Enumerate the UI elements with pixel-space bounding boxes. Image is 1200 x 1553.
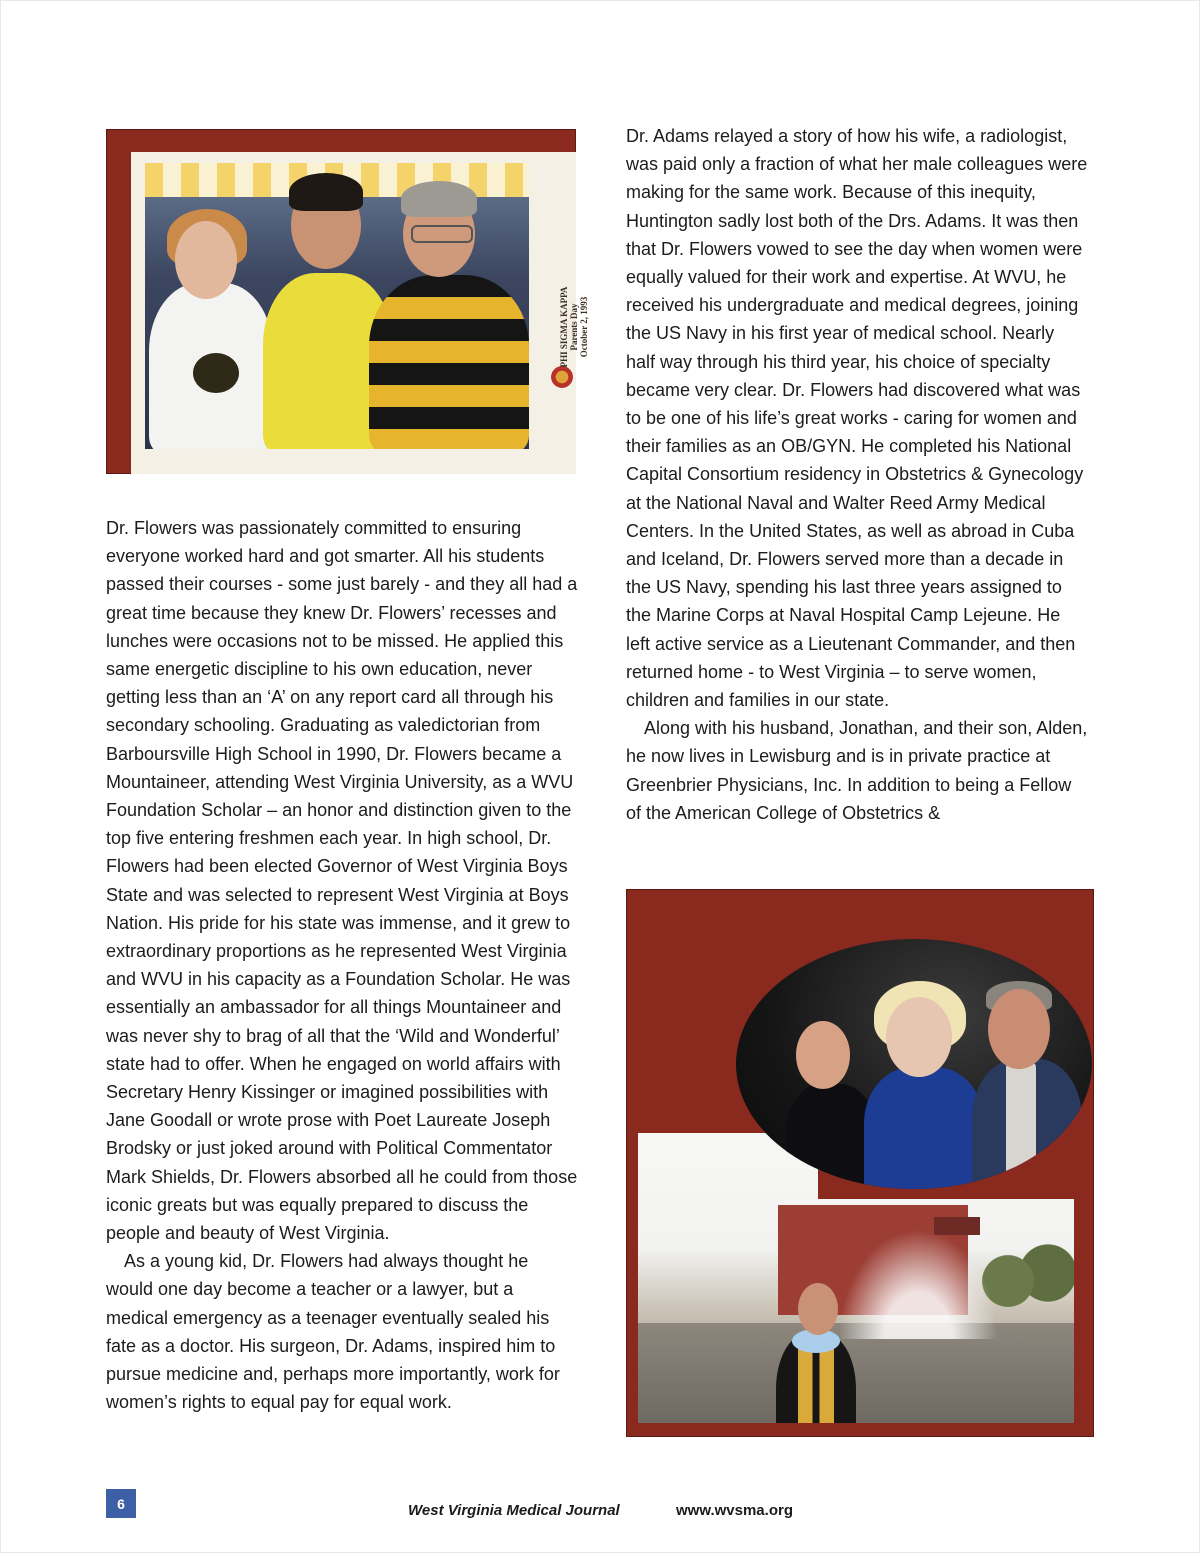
body-paragraph: Dr. Adams relayed a story of how his wife, a radiologist, was paid only a fraction of what her male colleagues were making for the same work. Because of this inequity, Huntington sadly lost both of the Drs. Adams. It was then that Dr. Flowers vowed to see the day when women were equally valued for their work and expertise. At WVU, he received his undergraduate and medical degrees, joining the US Navy in his first year of medical school. Nearly half way through his third year, his choice of specialty became very clear. Dr. Flowers had discovered what was to be one of his life’s great works - caring for women and their families as an OB/GYN. He completed his National Capital Consortium residency in Obstetrics & Gynecology at the National Naval and Walter Reed Army Medical Centers. In the United States, as well as abroad in Cuba and Iceland, Dr. Flowers served more than a decade in the US Navy, spending his last three years assigned to the Marine Corps at Naval Hospital Camp Lejeune. He left active service as a Lieutenant Commander, and then returned home - to West Virginia – to serve women, children and families in our state.: [626, 126, 1088, 711]
photo-caption: [559, 252, 593, 402]
left-column: [106, 514, 580, 1417]
journal-title: West Virginia Medical Journal: [408, 1502, 620, 1519]
body-paragraph: Dr. Flowers was passionately committed to ensuring everyone worked hard and got smarter. All his students passed their courses - some just barely - and they all had a great time because they knew Dr. Flowers’ recesses and lunches were occasions not to be missed. He applied this same energetic discipline to his own education, never getting less than an ‘A’ on any report card all through his secondary schooling. Graduating as valedictorian from Barboursville High School in 1990, Dr. Flowers became a Mountaineer, attending West Virginia University, as a WVU Foundation Scholar – an honor and distinction given to the top five entering freshmen each year. In high school, Dr. Flowers had been elected Governor of West Virginia Boys State and was selected to represent West Virginia at Boys Nation. His pride for his state was immense, and it grew to extraordinary proportions as he represented West Virginia and WVU in his capacity as a Foundation Scholar. He was essentially an ambassador for all things Mountaineer and was never shy to brag of all that the ‘Wild and Wonderful’ state had to offer. When he engaged on world affairs with Secretary Henry Kissinger or imagined possibilities with Jane Goodall or wrote prose with Poet Laureate Joseph Brodsky or just joked around with Political Commentator Mark Shields, Dr. Flowers absorbed all he could from those iconic greats but was equally prepared to discuss the people and beauty of West Virginia.: [106, 518, 578, 1244]
graduation-collage: [626, 889, 1094, 1437]
right-column: [626, 122, 1088, 827]
oval-portrait-photo: [736, 939, 1092, 1189]
website-url: www.wvsma.org: [676, 1502, 793, 1519]
page-number-badge: 6: [106, 1489, 136, 1518]
family-photo: [145, 163, 529, 449]
family-photo-print: [131, 152, 589, 474]
caption-line: PHI SIGMA KAPPA: [559, 286, 569, 368]
caption-line: October 2, 1993: [579, 296, 589, 358]
family-photo-mat: [106, 129, 589, 474]
body-paragraph: Along with his husband, Jonathan, and their son, Alden, he now lives in Lewisburg and is in private practice at Greenbrier Physicians, Inc. In addition to being a Fellow of the American College of Obstetrics &: [626, 718, 1088, 823]
body-paragraph: As a young kid, Dr. Flowers had always thought he would one day become a teacher or a lawyer, but a medical emergency as a teenager eventually sealed his fate as a doctor. His surgeon, Dr. Adams, inspired him to pursue medicine and, perhaps more importantly, work for women’s rights to equal pay for equal work.: [106, 1251, 560, 1413]
caption-line: Parents Day: [569, 303, 579, 351]
